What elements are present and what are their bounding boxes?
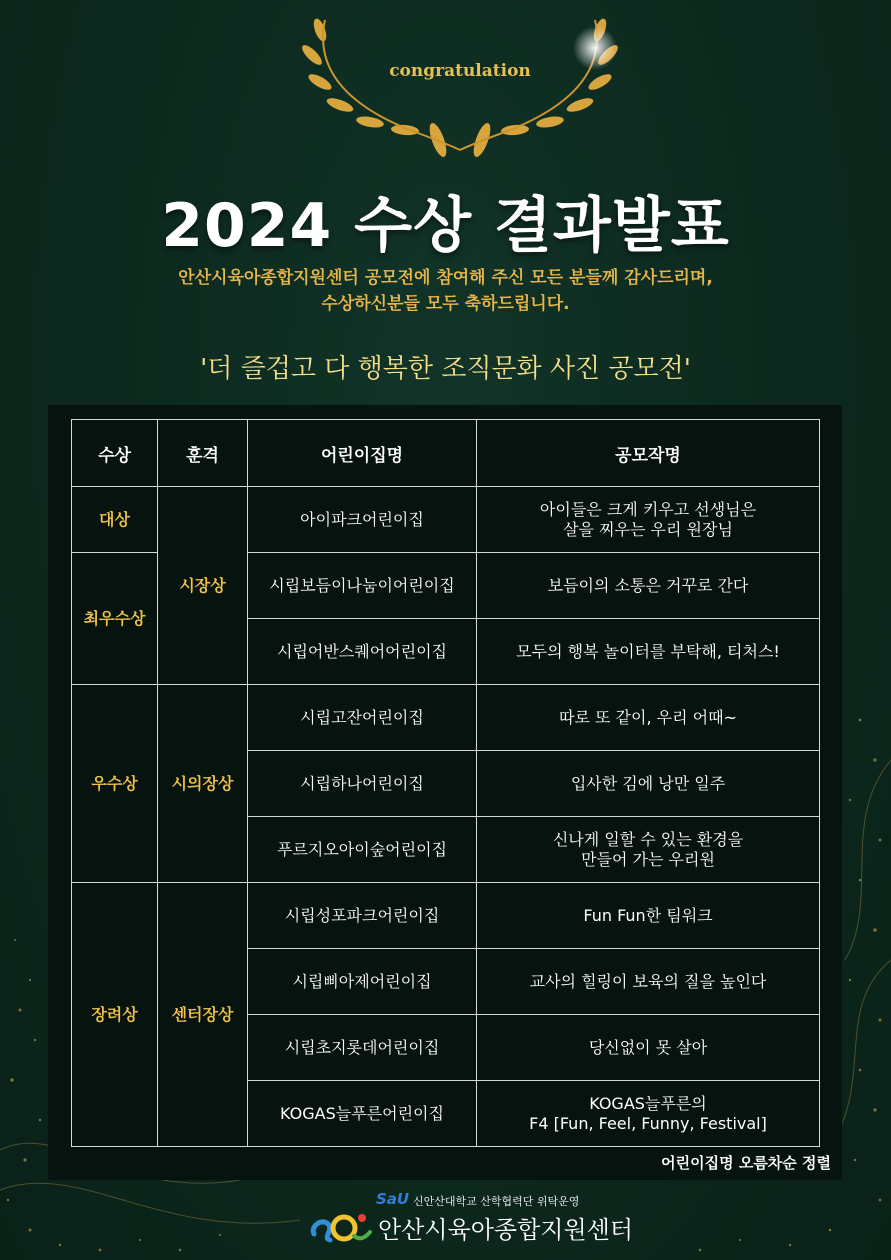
work-title-cell: 모두의 행복 놀이터를 부탁해, 티처스! <box>477 619 820 685</box>
header-award: 수상 <box>72 420 158 487</box>
laurel-wreath-icon <box>290 10 630 170</box>
award-encouragement: 장려상 <box>72 883 158 1147</box>
rank-council-chair: 시의장상 <box>158 685 248 883</box>
center-logo-icon <box>308 1208 372 1244</box>
work-title-cell: 입사한 김에 낭만 일주 <box>477 751 820 817</box>
congratulation-badge-text: congratulation <box>389 61 531 81</box>
work-title-cell: 신나게 일할 수 있는 환경을 만들어 가는 우리원 <box>477 817 820 883</box>
center-name-cell: 시립고잔어린이집 <box>248 685 477 751</box>
center-name: 안산시육아종합지원센터 <box>378 1216 634 1244</box>
center-name-cell: 시립삐아제어린이집 <box>248 949 477 1015</box>
thanks-line-1: 안산시육아종합지원센터 공모전에 참여해 주신 모든 분들께 감사드리며, <box>178 268 713 288</box>
table-header-row <box>72 420 820 487</box>
sort-note: 어린이집명 오름차순 정렬 <box>661 1154 831 1172</box>
work-title-cell: Fun Fun한 팀워크 <box>477 883 820 949</box>
rank-mayor: 시장상 <box>158 487 248 685</box>
center-name-cell: 시립성포파크어린이집 <box>248 883 477 949</box>
thanks-line-2: 수상하신분들 모두 축하드립니다. <box>321 294 570 314</box>
awards-table <box>71 419 820 1147</box>
thanks-message <box>0 265 891 317</box>
center-name-cell: 시립초지롯데어린이집 <box>248 1015 477 1081</box>
header-work: 공모작명 <box>477 420 820 487</box>
rank-center-director: 센터장상 <box>158 883 248 1147</box>
center-name-cell: 푸르지오아이숲어린이집 <box>248 817 477 883</box>
table-row <box>72 487 820 553</box>
sau-logo: SaU <box>376 1190 410 1208</box>
table-row <box>72 685 820 751</box>
work-title-cell: 당신없이 못 살아 <box>477 1015 820 1081</box>
award-excellence: 최우수상 <box>72 553 158 685</box>
work-title-cell: KOGAS늘푸른의 F4 [Fun, Feel, Funny, Festival] <box>477 1081 820 1147</box>
work-title-cell: 따로 또 같이, 우리 어때~ <box>477 685 820 751</box>
center-name-cell: 아이파크어린이집 <box>248 487 477 553</box>
page-title: 2024 수상 결과발표 <box>161 191 730 261</box>
work-title-cell: 아이들은 크게 키우고 선생님은 살을 찌우는 우리 원장님 <box>477 487 820 553</box>
award-grand-prize: 대상 <box>72 487 158 553</box>
center-name-cell: 시립보듬이나눔이어린이집 <box>248 553 477 619</box>
center-name-cell: KOGAS늘푸른어린이집 <box>248 1081 477 1147</box>
table-row <box>72 883 820 949</box>
work-title-cell: 교사의 힐링이 보육의 질을 높인다 <box>477 949 820 1015</box>
header-rank: 훈격 <box>158 420 248 487</box>
university-operator: 신안산대학교 산학협력단 위탁운영 <box>413 1195 580 1208</box>
header-center: 어린이집명 <box>248 420 477 487</box>
work-title-cell: 보듬이의 소통은 거꾸로 간다 <box>477 553 820 619</box>
center-name-cell: 시립어반스퀘어어린이집 <box>248 619 477 685</box>
contest-name: '더 즐겁고 다 행복한 조직문화 사진 공모전' <box>200 354 691 384</box>
center-name-cell: 시립하나어린이집 <box>248 751 477 817</box>
award-merit: 우수상 <box>72 685 158 883</box>
